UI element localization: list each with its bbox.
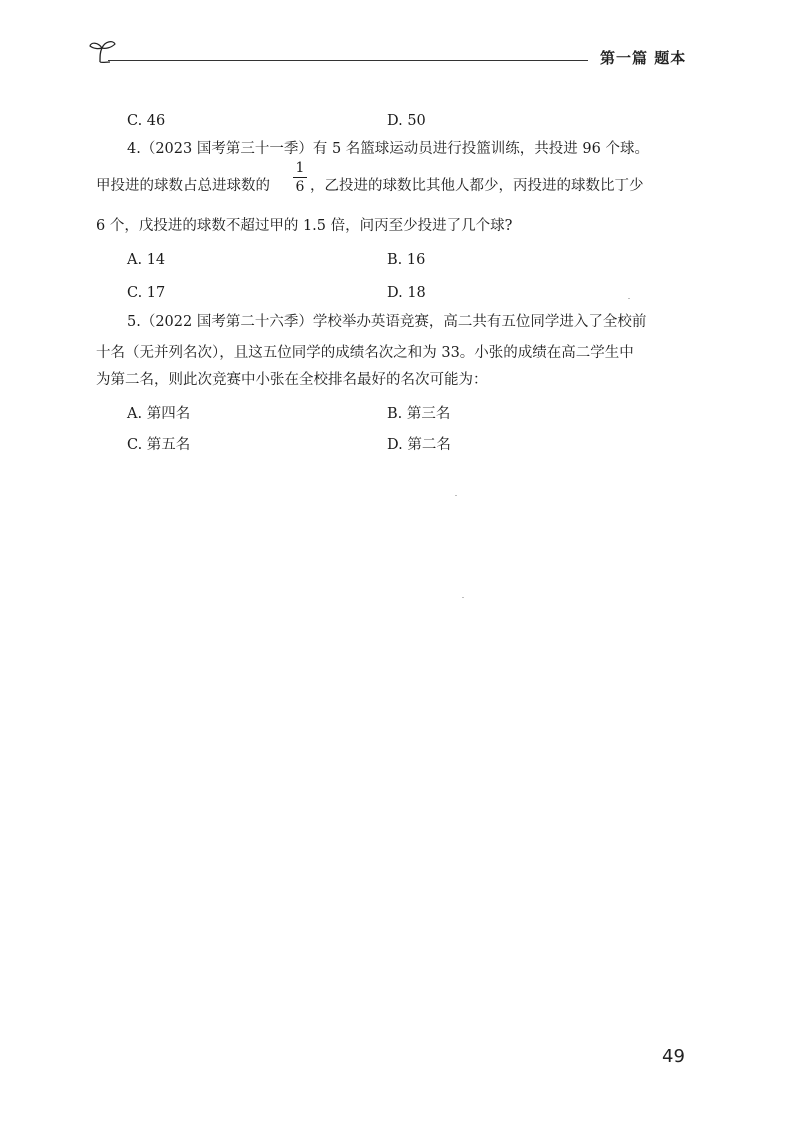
scan-speck bbox=[628, 298, 630, 299]
q5-option-d: D. 第二名 bbox=[387, 437, 451, 453]
q5-option-a: A. 第四名 bbox=[127, 406, 191, 422]
q5-option-b: B. 第三名 bbox=[387, 406, 451, 422]
q4-option-a: A. 14 bbox=[127, 252, 166, 268]
section-title: 第一篇 题本 bbox=[600, 49, 687, 67]
prev-option-c: C. 46 bbox=[127, 113, 166, 129]
fraction-denominator: 6 bbox=[295, 179, 305, 195]
q5-line-3: 为第二名，则此次竞赛中小张在全校排名最好的名次可能为： bbox=[96, 372, 488, 388]
q4-fraction bbox=[293, 160, 307, 195]
q5-option-c: C. 第五名 bbox=[127, 437, 191, 453]
q4-line-2-pre: 甲投进的球数占总进球数的 bbox=[96, 178, 270, 194]
q4-option-d: D. 18 bbox=[387, 285, 426, 301]
q4-line-3: 6 个，戊投进的球数不超过甲的 1.5 倍，问丙至少投进了几个球? bbox=[96, 218, 513, 234]
q4-line-2-post: ，乙投进的球数比其他人都少，丙投进的球数比丁少 bbox=[310, 178, 644, 194]
scan-speck bbox=[462, 597, 464, 598]
q5-line-1: 5.（2022 国考第二十六季）学校举办英语竞赛，高二共有五位同学进入了全校前 bbox=[127, 314, 647, 330]
scan-speck bbox=[455, 495, 457, 496]
q4-option-c: C. 17 bbox=[127, 285, 166, 301]
page-header bbox=[0, 0, 800, 80]
prev-option-d: D. 50 bbox=[387, 113, 426, 129]
page-number: 49 bbox=[662, 1046, 685, 1067]
fraction-numerator: 1 bbox=[295, 160, 305, 176]
fraction-bar bbox=[293, 177, 307, 178]
q4-line-1: 4.（2023 国考第三十一季）有 5 名篮球运动员进行投篮训练，共投进 96 个球。 bbox=[127, 141, 649, 157]
header-rule bbox=[108, 60, 588, 61]
q5-line-2: 十名（无并列名次），且这五位同学的成绩名次之和为 33。小张的成绩在高二学生中 bbox=[96, 345, 634, 361]
q4-option-b: B. 16 bbox=[387, 252, 426, 268]
